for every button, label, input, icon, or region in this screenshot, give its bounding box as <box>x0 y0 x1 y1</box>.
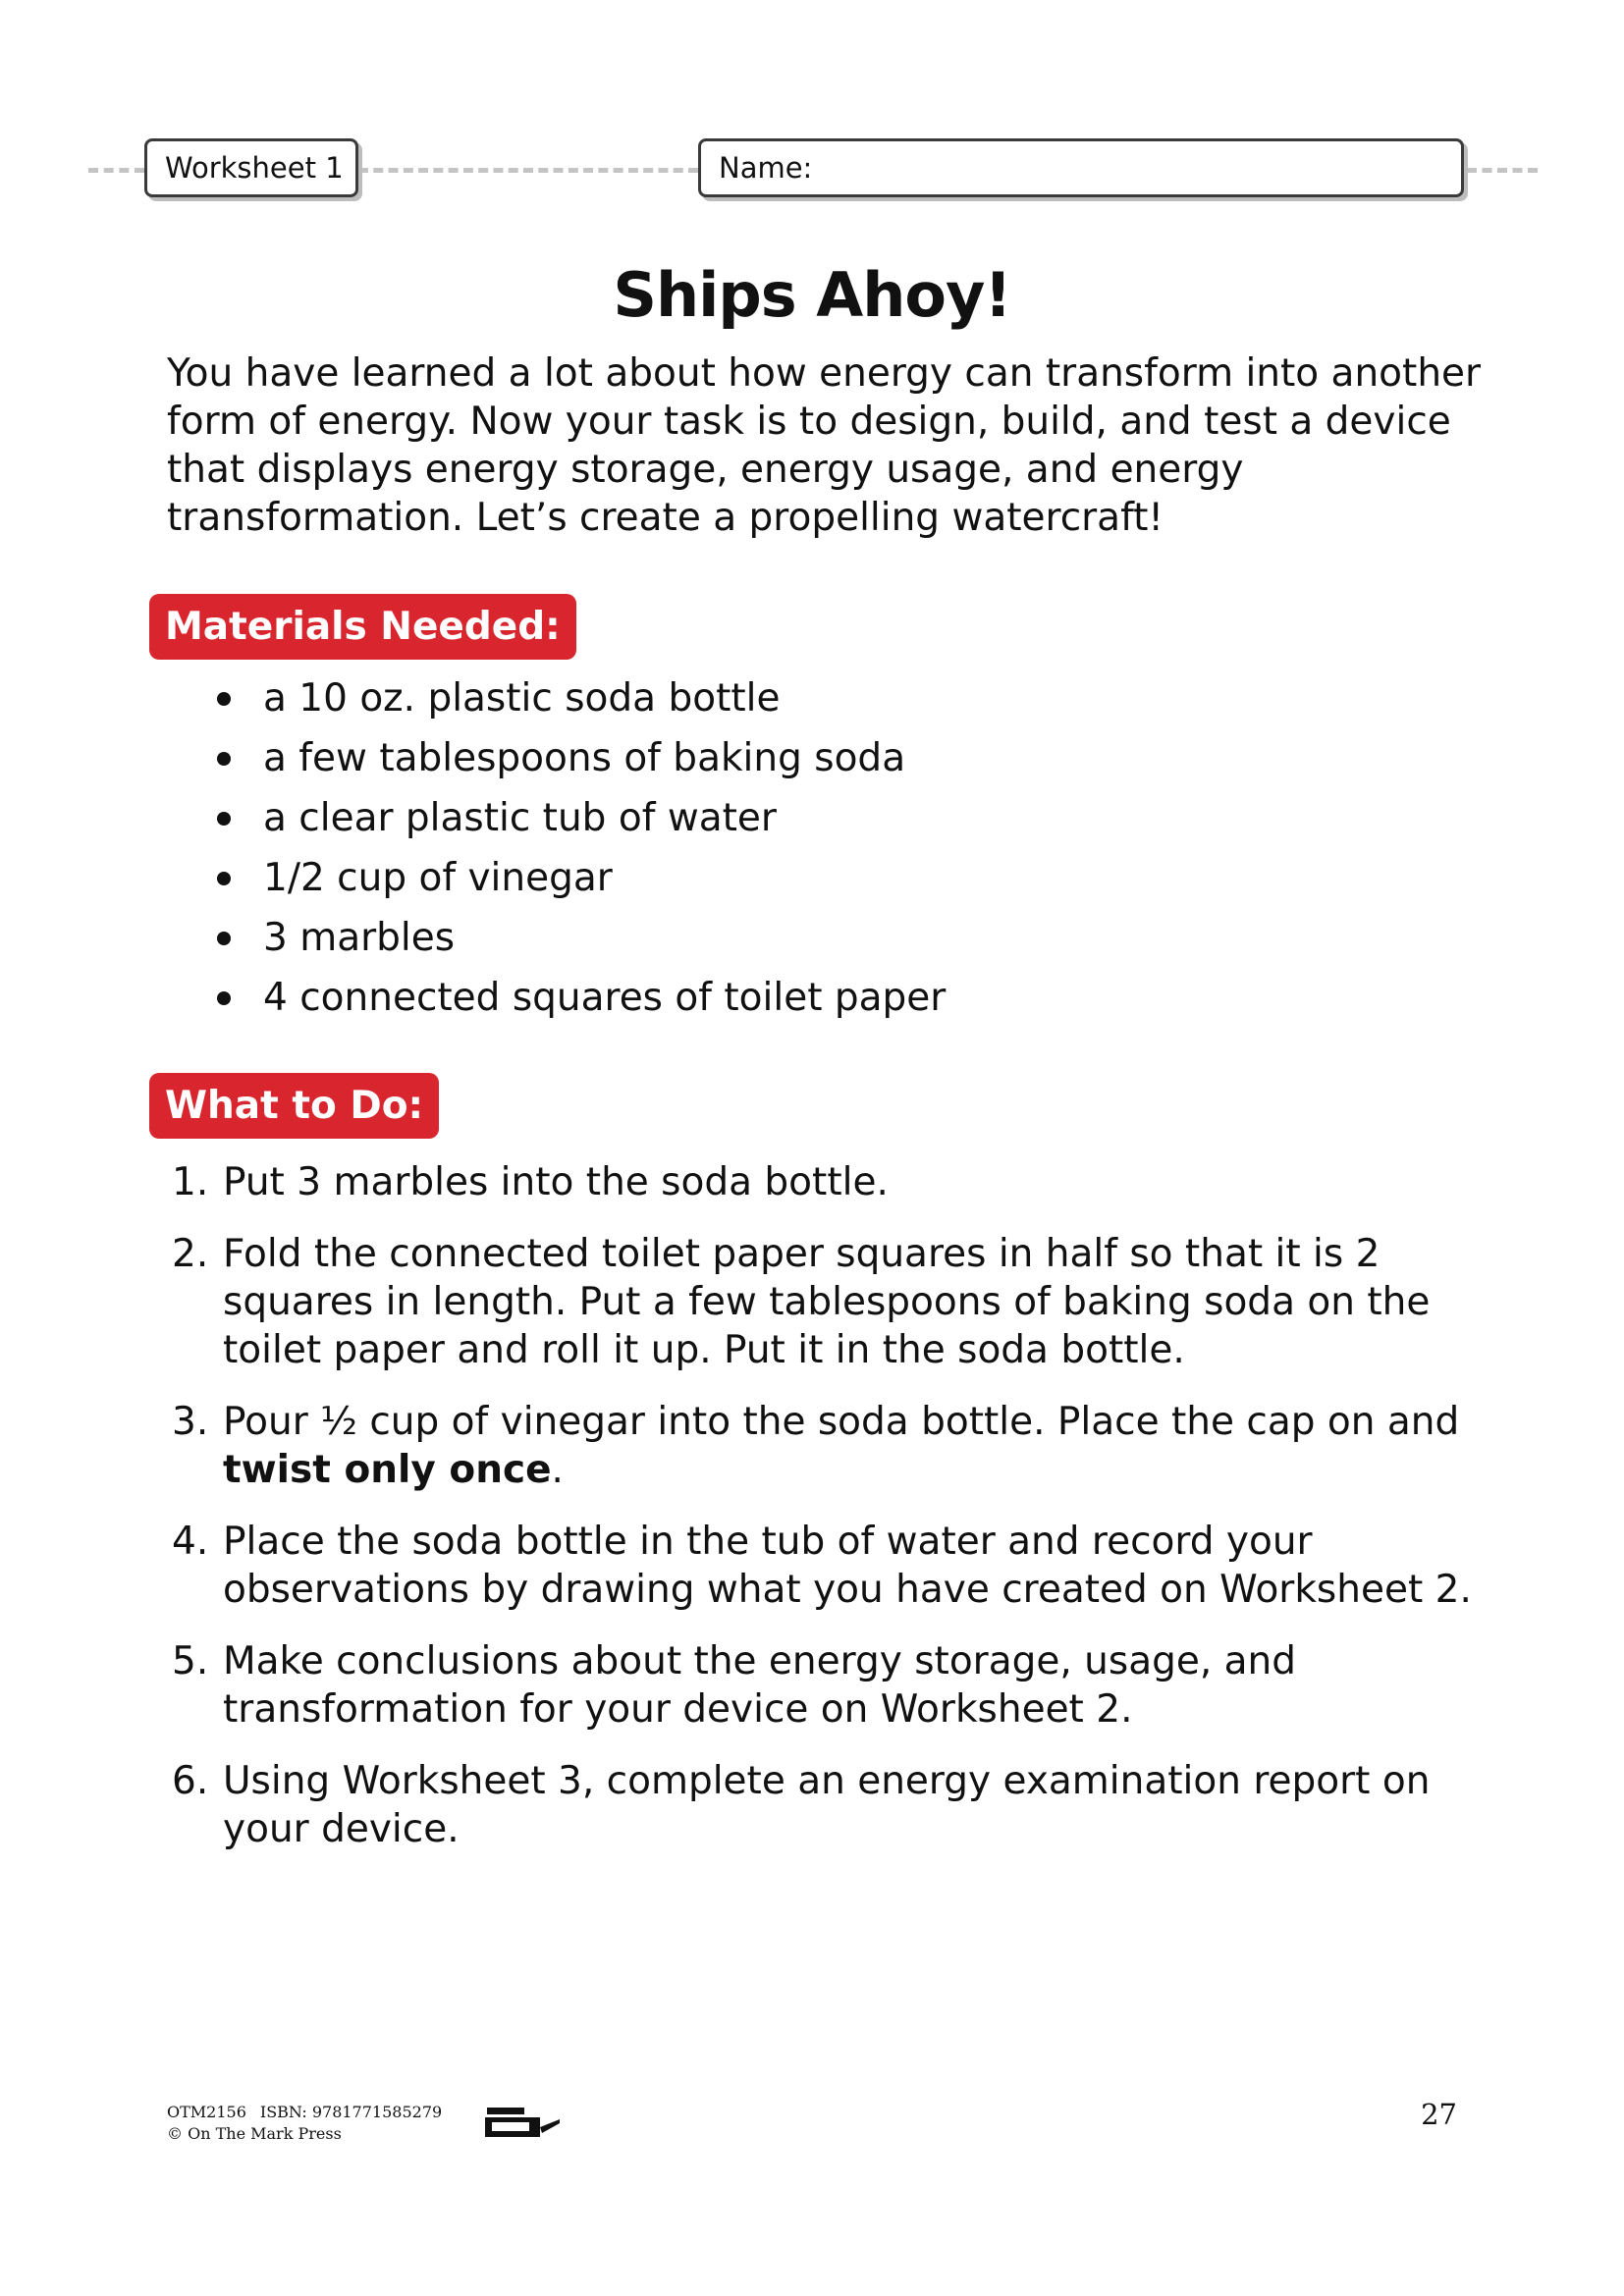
step-emphasis: twist only once <box>223 1448 552 1492</box>
worksheet-label-box <box>144 138 358 197</box>
step-number: 6. <box>172 1759 209 1803</box>
step-number: 1. <box>172 1160 209 1204</box>
page-title: Ships Ahoy! <box>613 259 1011 331</box>
step-text: Place the soda bottle in the tub of water and record your observations by drawing what you have created on Worksheet 2. <box>223 1520 1472 1612</box>
bullet-icon <box>217 872 231 885</box>
list-item: a clear plastic tub of water <box>211 788 1389 848</box>
step-number: 2. <box>172 1232 209 1276</box>
worksheet-label: Worksheet 1 <box>165 150 344 185</box>
page-number: 27 <box>1421 2098 1457 2131</box>
list-item <box>172 1637 1488 1734</box>
step-text: Pour ½ cup of vinegar into the soda bottle. Place the cap on and <box>223 1400 1460 1444</box>
steps-heading: What to Do: <box>149 1073 439 1139</box>
list-item <box>172 1158 1488 1206</box>
list-item <box>172 1518 1488 1614</box>
list-item: 1/2 cup of vinegar <box>211 848 1389 908</box>
list-item <box>172 1230 1488 1374</box>
isbn: ISBN: 9781771585279 <box>259 2103 443 2121</box>
bullet-icon <box>217 932 231 945</box>
name-field[interactable] <box>698 138 1464 197</box>
list-item: a few tablespoons of baking soda <box>211 728 1389 788</box>
materials-list <box>211 668 1389 1028</box>
bullet-icon <box>217 812 231 826</box>
bullet-icon <box>217 752 231 766</box>
step-text: Using Worksheet 3, complete an energy examination report on your device. <box>223 1759 1431 1851</box>
bullet-icon <box>217 692 231 706</box>
step-text: Fold the connected toilet paper squares in half so that it is 2 squares in length. Put a few tablespoons of baking soda on the toilet paper and roll it up. Put it in the soda bottle. <box>223 1232 1431 1372</box>
steps-list <box>172 1158 1488 1877</box>
list-item: a 10 oz. plastic soda bottle <box>211 668 1389 728</box>
step-text: Make conclusions about the energy storage, usage, and transformation for your device on Worksheet 2. <box>223 1639 1297 1732</box>
step-number: 5. <box>172 1639 209 1683</box>
list-item: 4 connected squares of toilet paper <box>211 968 1389 1028</box>
list-item <box>172 1757 1488 1853</box>
name-label: Name: <box>719 150 813 185</box>
step-number: 3. <box>172 1400 209 1444</box>
header-rule-middle <box>358 168 698 173</box>
list-item <box>172 1398 1488 1494</box>
header-rule-right <box>1467 168 1538 173</box>
on-the-mark-press-logo-icon <box>483 2104 562 2141</box>
header-rule-left <box>88 168 144 173</box>
product-code: OTM2156 <box>167 2103 246 2121</box>
list-item: 3 marbles <box>211 908 1389 968</box>
copyright: © On The Mark Press <box>167 2124 342 2143</box>
intro-paragraph: You have learned a lot about how energy can transform into another form of energy. Now your task is to design, build, and test a device that displays energy storage, energy usage, and energy transformation. Let’s create a propelling watercraft! <box>167 351 1482 540</box>
materials-heading: Materials Needed: <box>149 594 576 660</box>
step-text-tail: . <box>551 1448 564 1492</box>
footer-publisher-info <box>167 2102 442 2145</box>
bullet-icon <box>217 991 231 1005</box>
step-number: 4. <box>172 1520 209 1564</box>
step-text: Put 3 marbles into the soda bottle. <box>223 1160 889 1204</box>
